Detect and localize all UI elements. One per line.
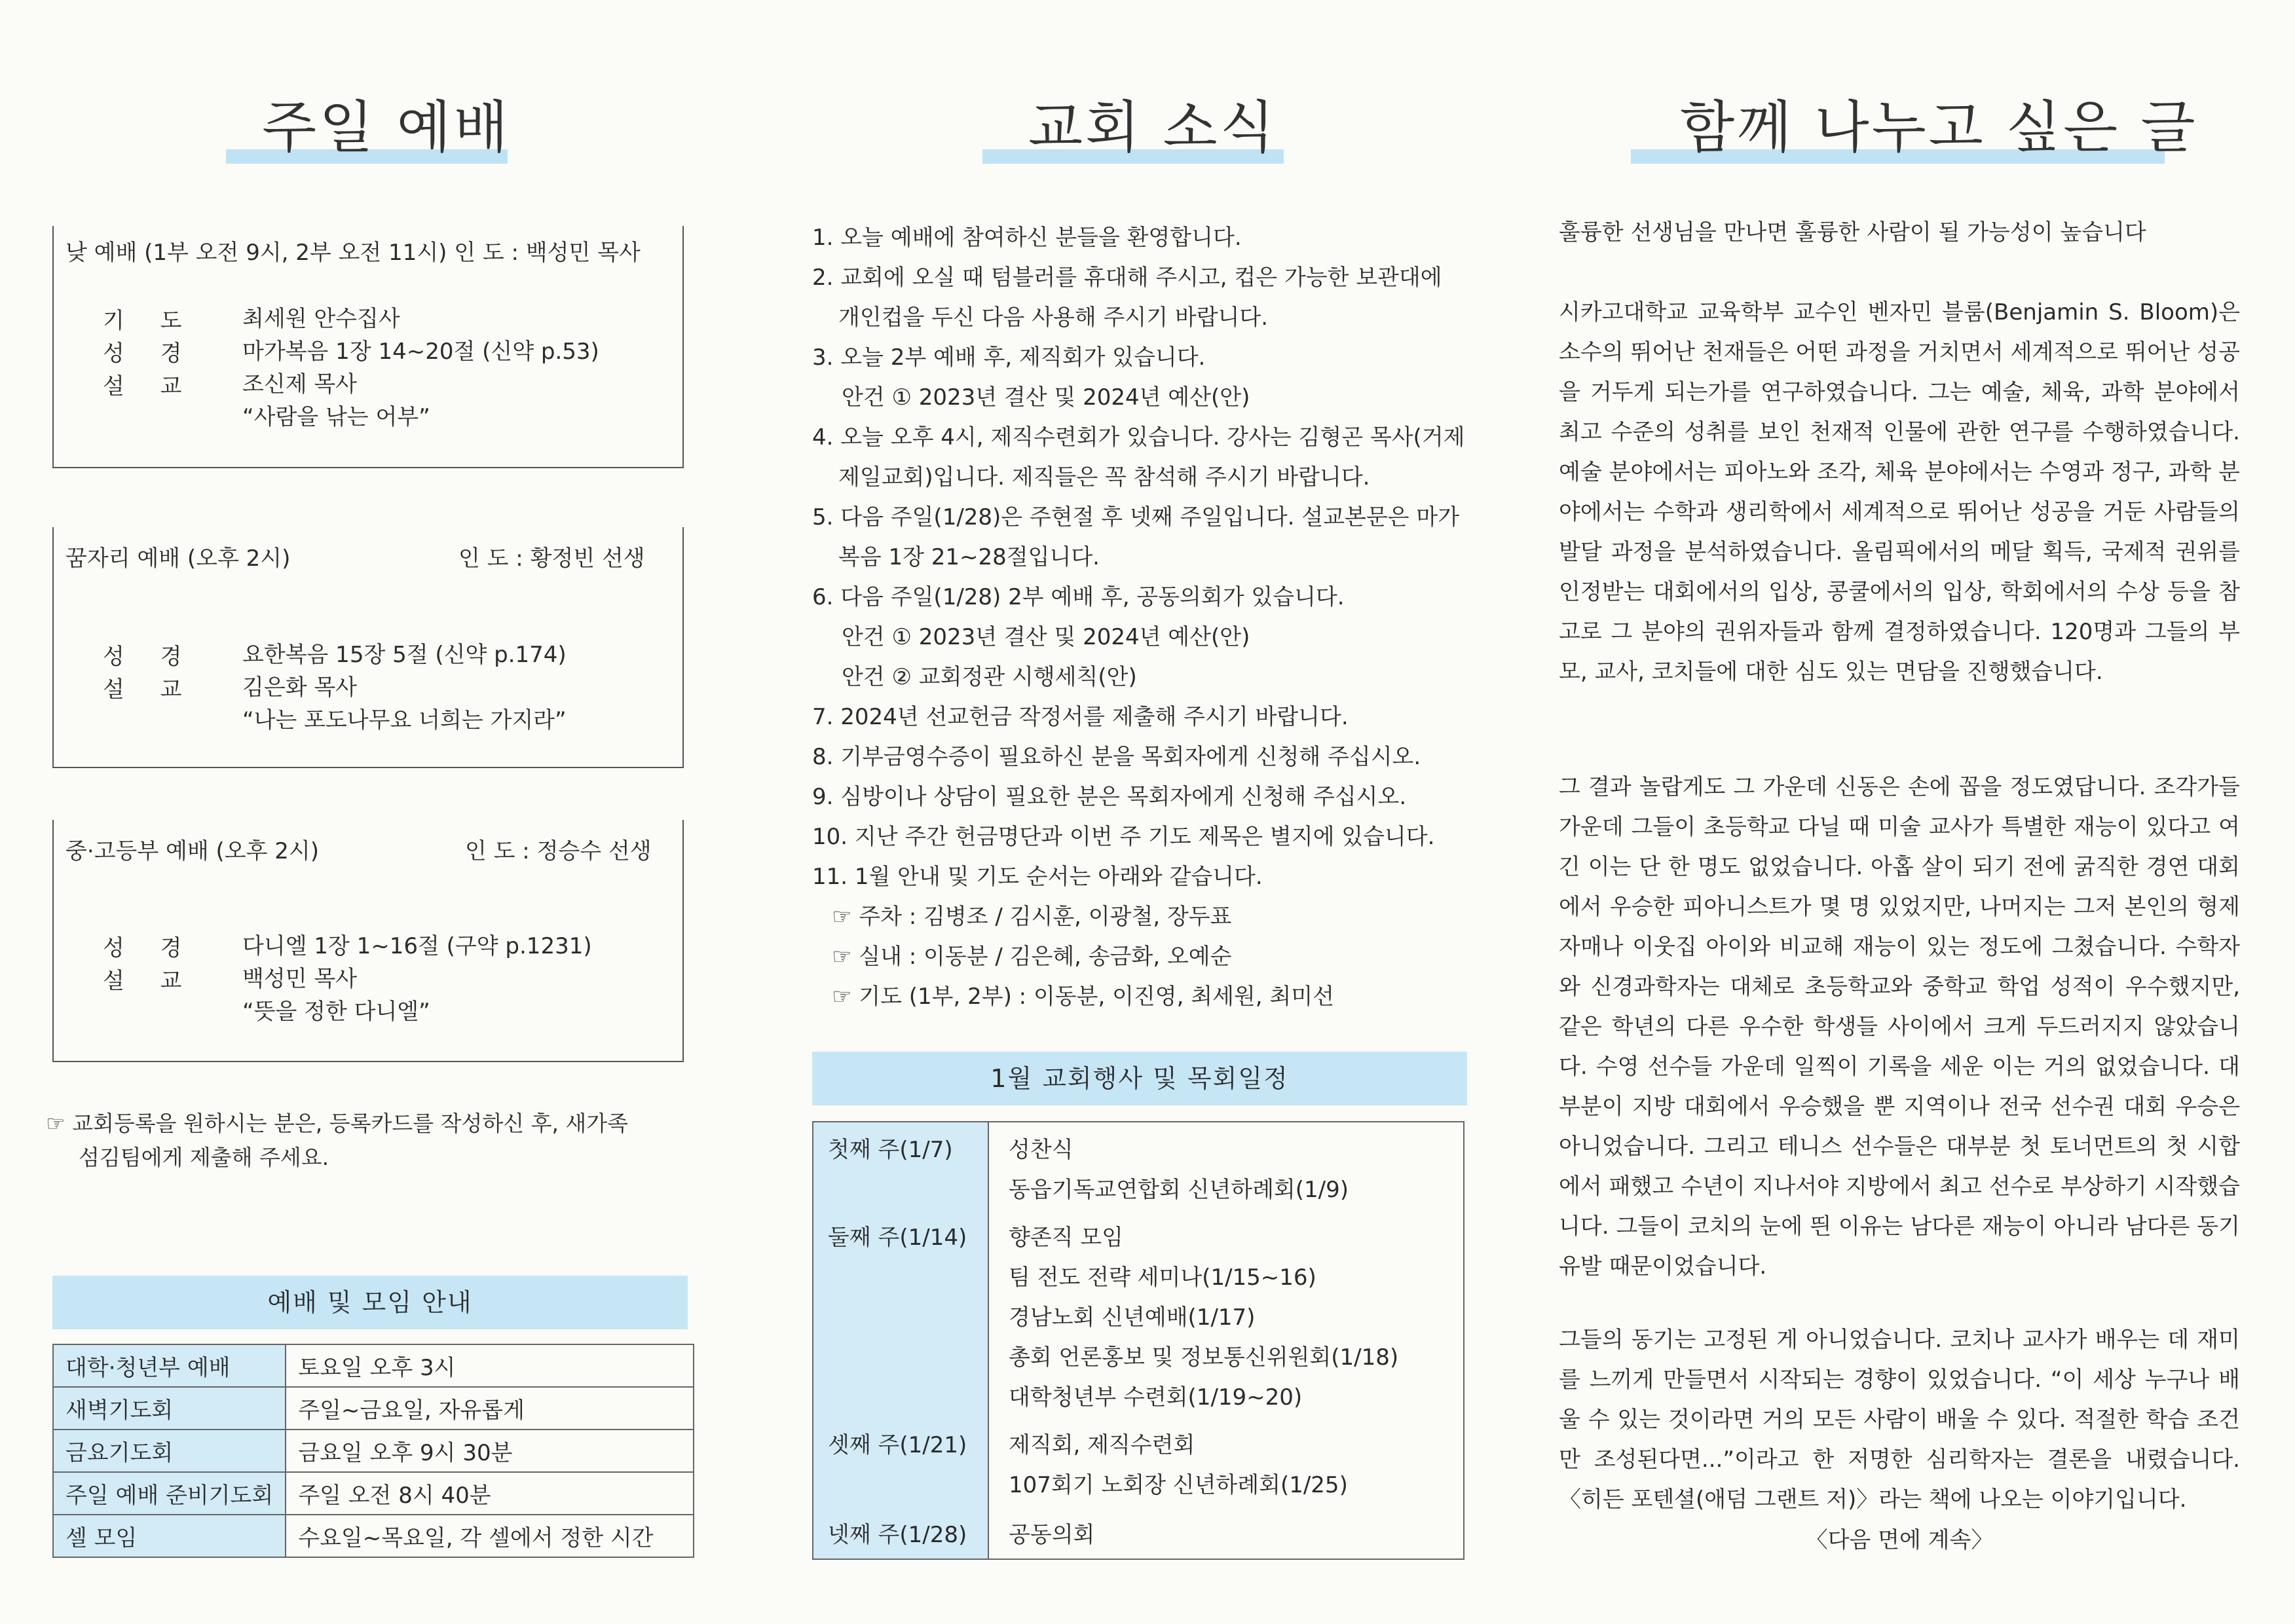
sermon-label: 설 교 <box>103 373 196 399</box>
schedule-week: 둘째 주(1/14) <box>828 1225 967 1251</box>
news-line: 개인컵을 두신 다음 사용해 주시기 바랍니다. <box>838 304 1269 331</box>
guide-time: 주일~금요일, 자유롭게 <box>286 1387 694 1430</box>
news-line: 10. 지난 주간 헌금명단과 이번 주 기도 제목은 별지에 있습니다. <box>812 824 1435 850</box>
guide-name: 새벽기도회 <box>53 1387 286 1430</box>
youth-sermon-label: 설 교 <box>103 968 196 994</box>
schedule-item: 대학청년부 수련회(1/19~20) <box>1009 1384 1303 1411</box>
guide-title-band: 예배 및 모임 안내 <box>52 1276 688 1329</box>
schedule-week: 넷째 주(1/28) <box>828 1522 967 1548</box>
guide-time: 수요일~목요일, 각 셀에서 정한 시간 <box>286 1515 694 1557</box>
guide-name: 주일 예배 준비기도회 <box>53 1472 286 1515</box>
kids-service-head: 꿈자리 예배 (오후 2시) <box>65 545 291 572</box>
youth-service-head: 중·고등부 예배 (오후 2시) <box>65 838 319 864</box>
news-line: 안건 ① 2023년 결산 및 2024년 예산(안) <box>842 624 1250 650</box>
table-row <box>53 1387 694 1430</box>
worship-title: 주일 예배 <box>262 95 511 160</box>
news-line: 4. 오늘 오후 4시, 제직수련회가 있습니다. 강사는 김형곤 목사(거제 <box>812 424 1465 451</box>
schedule-week-column <box>813 1122 989 1559</box>
guide-time: 주일 오전 8시 40분 <box>286 1472 694 1515</box>
continued-note: 〈다음 면에 계속〉 <box>1805 1527 1994 1553</box>
sermon-title: “사람을 낚는 어부” <box>242 404 430 430</box>
scripture-value: 마가복음 1장 14~20절 (신약 p.53) <box>242 339 599 365</box>
news-line: 5. 다음 주일(1/28)은 주현절 후 넷째 주일입니다. 설교본문은 마가 <box>812 504 1459 530</box>
guide-name: 셀 모임 <box>53 1515 286 1557</box>
news-line: ☞ 기도 (1부, 2부) : 이동분, 이진영, 최세원, 최미선 <box>832 984 1334 1010</box>
guide-table <box>52 1344 694 1558</box>
news-line: 1. 오늘 예배에 참여하신 분들을 환영합니다. <box>812 225 1242 251</box>
share-subtitle: 훌륭한 선생님을 만나면 훌륭한 사람이 될 가능성이 높습니다 <box>1559 219 2146 246</box>
share-paragraph-2: 그 결과 놀랍게도 그 가운데 신동은 손에 꼽을 정도였답니다. 조각가들 가운데 그들이 초등학교 다닐 때 미술 교사가 특별한 재능이 있다고 여긴 이는 단 한 명도 없었습니다. 아홉 살이 되기 전에 굵직한 경연 대회에서 우승한 피아니스트가 몇 명 있었지만, 나머지는 그저 본인의 형제자매나 이웃집 아이와 비교해 재능이 있는 정도에 그쳤습니다. 수학자와 신경과학자는 대체로 초등학교와 중학교 학업 성적이 우수했지만, 같은 학년의 다른 우수한 학생들 사이에서 크게 두드러지지 않았습니다. 수영 선수들 가운데 일찍이 기록을 세운 이는 거의 없었습니다. 대부분이 지방 대회에서 우승했을 뿐 지역이나 전국 선수권 대회 우승은 아니었습니다. 그리고 테니스 선수들은 대부분 첫 토너먼트의 첫 시합에서 패했고 수년이 지나서야 지방에서 최고 선수로 부상하기 시작했습니다. 그들이 코치의 눈에 띈 이유는 남다른 재능이 아니라 남다른 동기 유발 때문이었습니다. <box>1559 774 2240 1280</box>
share-paragraph-1: 시카고대학교 교육학부 교수인 벤자민 블룸(Benjamin S. Bloom)은 소수의 뛰어난 천재들은 어떤 과정을 거치면서 세계적으로 뛰어난 성공을 거두게 되는가를 연구하였습니다. 그는 예술, 체육, 과학 분야에서 최고 수준의 성취를 보인 천재적 인물에 관한 연구를 수행하였습니다. 예술 분야에서는 피아노와 조각, 체육 분야에서는 수영과 정구, 과학 분야에서는 수학과 생리학에서 세계적으로 뛰어난 성공을 거둔 사람들의 발달 과정을 분석하였습니다. 올림픽에서의 메달 획득, 국제적 권위를 인정받는 대회에서의 입상, 콩쿨에서의 입상, 학회에서의 수상 등을 참고로 그 분야의 권위자들과 함께 결정하였습니다. 120명과 그들의 부모, 교사, 코치들에 대한 심도 있는 면담을 진행했습니다. <box>1559 299 2240 685</box>
schedule-item: 총회 언론홍보 및 정보통신위원회(1/18) <box>1009 1344 1399 1371</box>
prayer-label: 기 도 <box>103 308 196 334</box>
schedule-item: 동읍기독교연합회 신년하례회(1/9) <box>1009 1177 1349 1203</box>
table-row <box>53 1472 694 1515</box>
youth-preacher-value: 백성민 목사 <box>242 966 358 992</box>
schedule-item: 경남노회 신년예배(1/17) <box>1009 1304 1256 1331</box>
kids-scripture-label: 성 경 <box>103 644 196 670</box>
news-line: 제일교회)입니다. 제직들은 꼭 참석해 주시기 바랍니다. <box>838 464 1370 490</box>
schedule-item: 107회기 노회장 신년하례회(1/25) <box>1009 1472 1348 1498</box>
guide-name: 대학·청년부 예배 <box>53 1344 286 1387</box>
kids-preacher-value: 김은화 목사 <box>242 674 358 701</box>
youth-scripture-value: 다니엘 1장 1~16절 (구약 p.1231) <box>242 933 592 959</box>
guide-time: 토요일 오후 3시 <box>286 1344 694 1387</box>
prayer-value: 최세원 안수집사 <box>242 306 400 332</box>
guide-time: 금요일 오후 9시 30분 <box>286 1430 694 1472</box>
news-line: ☞ 주차 : 김병조 / 김시훈, 이광철, 장두표 <box>832 904 1232 930</box>
schedule-item: 공동의회 <box>1009 1522 1095 1548</box>
youth-scripture-label: 성 경 <box>103 935 196 961</box>
news-line: 안건 ② 교회정관 시행세칙(안) <box>842 664 1137 690</box>
schedule-week: 셋째 주(1/21) <box>828 1432 967 1458</box>
schedule-title-band: 1월 교회행사 및 목회일정 <box>812 1052 1467 1105</box>
news-line: 7. 2024년 선교헌금 작정서를 제출해 주시기 바랍니다. <box>812 704 1349 730</box>
share-paragraph-3: 그들의 동기는 고정된 게 아니었습니다. 코치나 교사가 배우는 데 재미를 느끼게 만들면서 시작되는 경향이 있었습니다. “이 세상 누구나 배울 수 있는 것이라면 거의 모든 사람이 배울 수 있다. 적절한 학습 조건만 조성된다면...”이라고 한 저명한 심리학자는 결론을 내렸습니다. 〈히든 포텐셜(애덤 그랜트 저)〉라는 책에 나오는 이야기입니다. <box>1559 1327 2240 1513</box>
day-service-head: 낮 예배 (1부 오전 9시, 2부 오전 11시) 인 도 : 백성민 목사 <box>65 240 641 266</box>
news-line: 9. 심방이나 상담이 필요한 분은 목회자에게 신청해 주십시오. <box>812 784 1407 810</box>
news-line: 복음 1장 21~28절입니다. <box>838 544 1100 570</box>
registration-note-line1: ☞ 교회등록을 원하시는 분은, 등록카드를 작성하신 후, 새가족 <box>46 1111 629 1136</box>
kids-sermon-title: “나는 포도나무요 너희는 가지라” <box>242 707 567 733</box>
schedule-item: 성찬식 <box>1009 1137 1073 1163</box>
news-line: 8. 기부금영수증이 필요하신 분을 목회자에게 신청해 주십시오. <box>812 744 1421 770</box>
news-line: 6. 다음 주일(1/28) 2부 예배 후, 공동의회가 있습니다. <box>812 584 1345 610</box>
table-row <box>53 1344 694 1387</box>
schedule-item: 제직회, 제직수련회 <box>1009 1432 1195 1458</box>
share-title: 함께 나누고 싶은 글 <box>1680 95 2198 160</box>
kids-service-leader: 인 도 : 황정빈 선생 <box>458 545 645 572</box>
scripture-label: 성 경 <box>103 341 196 367</box>
news-title: 교회 소식 <box>1028 95 1277 160</box>
youth-service-leader: 인 도 : 정승수 선생 <box>465 838 652 864</box>
news-line: 안건 ① 2023년 결산 및 2024년 예산(안) <box>842 384 1250 411</box>
schedule-item: 향존직 모임 <box>1009 1225 1124 1251</box>
kids-sermon-label: 설 교 <box>103 676 196 703</box>
schedule-table <box>812 1121 1465 1560</box>
table-row <box>53 1430 694 1472</box>
table-row <box>53 1515 694 1557</box>
guide-name: 금요기도회 <box>53 1430 286 1472</box>
news-line: ☞ 실내 : 이동분 / 김은혜, 송금화, 오예순 <box>832 944 1232 970</box>
schedule-week: 첫째 주(1/7) <box>828 1137 953 1163</box>
youth-sermon-title: “뜻을 정한 다니엘” <box>242 999 430 1025</box>
news-line: 2. 교회에 오실 때 텀블러를 휴대해 주시고, 컵은 가능한 보관대에 <box>812 265 1442 291</box>
preacher-value: 조신제 목사 <box>242 371 358 397</box>
kids-scripture-value: 요한복음 15장 5절 (신약 p.174) <box>242 642 567 668</box>
registration-note-line2: 섬김팀에게 제출해 주세요. <box>79 1145 329 1170</box>
news-line: 3. 오늘 2부 예배 후, 제직회가 있습니다. <box>812 344 1206 371</box>
news-line: 11. 1월 안내 및 기도 순서는 아래와 같습니다. <box>812 864 1263 890</box>
schedule-item: 팀 전도 전략 세미나(1/15~16) <box>1009 1264 1316 1291</box>
